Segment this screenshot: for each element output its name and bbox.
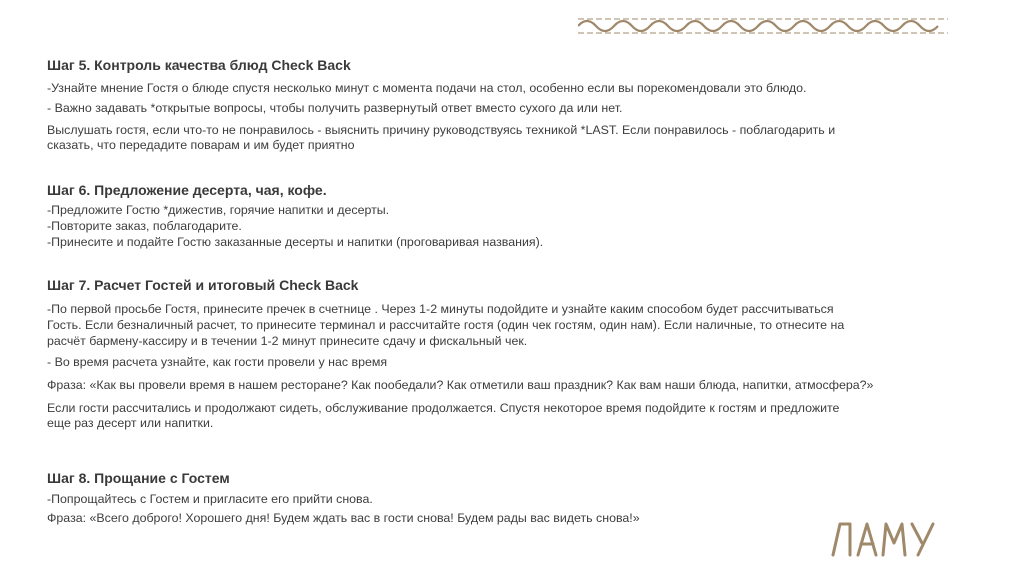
section-step-8: [47, 469, 947, 526]
text-line: -Принесите и подайте Гостю заказанные десерты и напитки (проговаривая названия).: [47, 235, 544, 249]
text-line: Фраза: «Всего доброго! Хорошего дня! Будем ждать вас в гости снова! Будем рады вас видеть снова!»: [47, 511, 640, 525]
ornament-border-icon: [578, 14, 948, 38]
text-line: Если гости рассчитались и продолжают сидеть, обслуживание продолжается. Спустя некоторое время подойдите к гостям и предложите: [47, 401, 840, 415]
text-line: -Повторите заказ, поблагодарите.: [47, 219, 242, 233]
text-line: Фраза: «Как вы провели время в нашем ресторане? Как пообедали? Как отметили ваш праздник? Как вам наши блюда, напитки, атмосфера?»: [47, 378, 874, 392]
lamu-logo: [830, 519, 936, 559]
text-line: - Важно задавать *открытые вопросы, чтобы получить развернутый ответ вместо сухого да или нет.: [47, 101, 623, 115]
section-step-5: [47, 56, 947, 153]
text-line: -Попрощайтесь с Гостем и пригласите его прийти снова.: [47, 492, 373, 506]
text-line: Гость. Если безналичный расчет, то принесите терминал и рассчитайте гостя (один чек гостям, один нам). Если наличные, то отнесите на: [47, 318, 845, 332]
text-line: - Во время расчета узнайте, как гости провели у нас время: [47, 355, 388, 369]
text-line: -Предложите Гостю *дижестив, горячие напитки и десерты.: [47, 203, 390, 217]
section-heading: Шаг 7. Расчет Гостей и итоговый Check Back: [47, 277, 359, 293]
section-step-6: [47, 181, 947, 250]
text-line: Выслушать гостя, если что-то не понравилось - выяснить причину руководствуясь техникой *LAST. Если понравилось - поблагодарить и: [47, 123, 836, 137]
section-step-7: [47, 276, 947, 431]
text-line: еще раз десерт или напитки.: [47, 416, 214, 430]
text-line: -Узнайте мнение Гостя о блюде спустя несколько минут с момента подачи на стол, особенно если вы порекомендовали это блюдо.: [47, 81, 807, 95]
text-line: расчёт бармену-кассиру и в течении 1-2 минут принесите сдачу и фискальный чек.: [47, 334, 528, 348]
text-line: -По первой просьбе Гостя, принесите пречек в счетнице . Через 1-2 минуты подойдите и узнайте каким способом будет рассчитываться: [47, 302, 834, 316]
section-heading: Шаг 8. Прощание с Гостем: [47, 470, 230, 486]
section-heading: Шаг 5. Контроль качества блюд Check Back: [47, 57, 351, 73]
section-heading: Шаг 6. Предложение десерта, чая, кофе.: [47, 182, 327, 198]
text-line: сказать, что передадите поварам и им будет приятно: [47, 138, 355, 152]
